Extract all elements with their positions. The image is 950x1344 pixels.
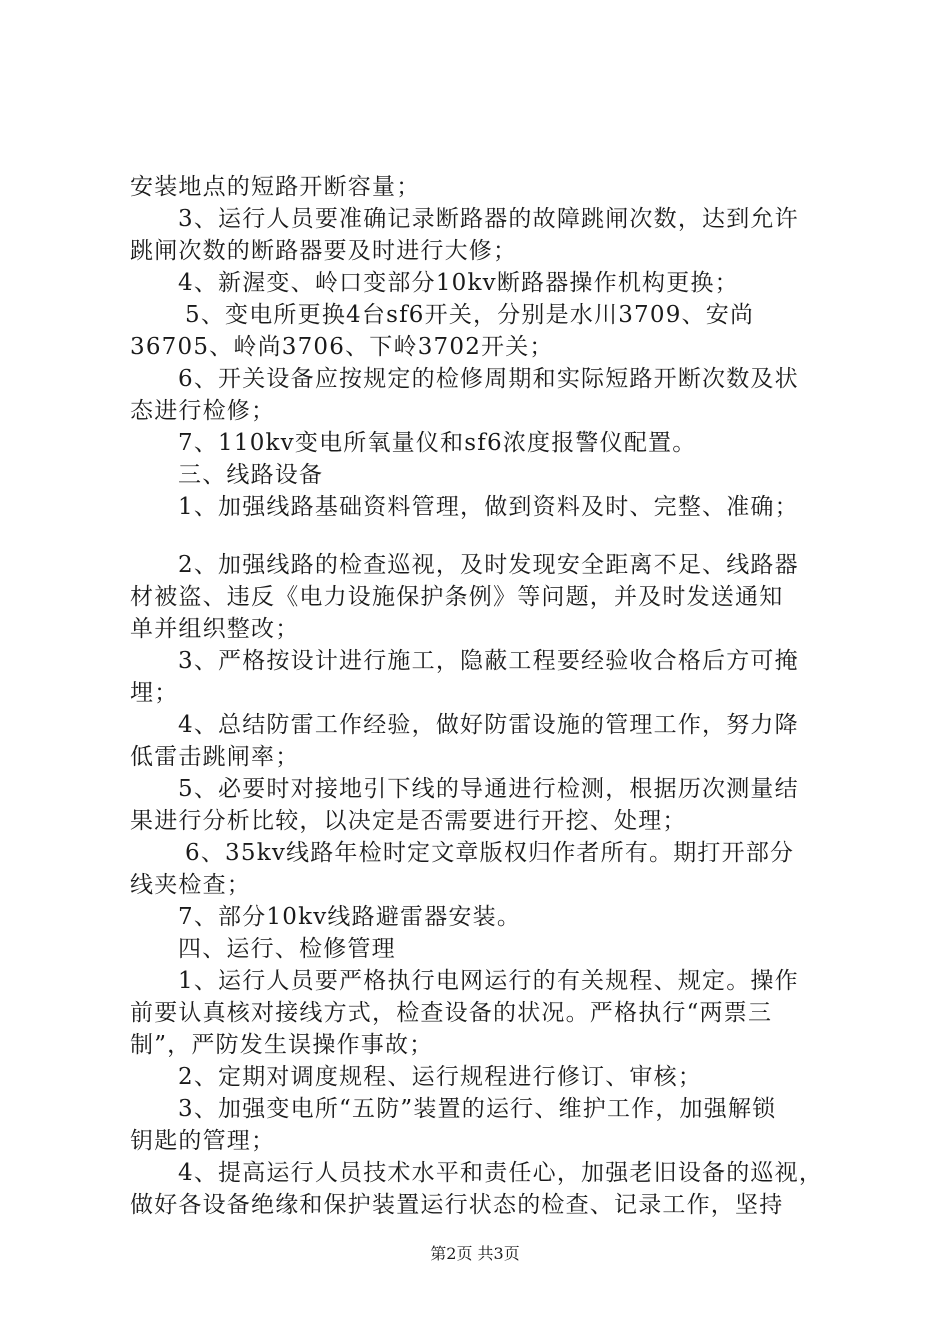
text-line: 5、变电所更换4台sf6开关，分别是水川3709、安尚: [185, 302, 755, 328]
text-line: 4、新渥变、岭口变部分10kv断路器操作机构更换；: [178, 270, 739, 296]
text-line: 7、110kv变电所氧量仪和sf6浓度报警仪配置。: [178, 430, 697, 456]
text-line: 6、开关设备应按规定的检修周期和实际短路开断次数及状: [178, 366, 799, 392]
text-line: 埋；: [130, 680, 179, 706]
text-line: 5、必要时对接地引下线的导通进行检测，根据历次测量结: [178, 776, 799, 802]
text-line: 1、加强线路基础资料管理，做到资料及时、完整、准确；: [178, 494, 799, 520]
text-line: 36705、岭尚3706、下岭3702开关；: [130, 334, 554, 360]
text-line: 6、35kv线路年检时定文章版权归作者所有。期打开部分: [185, 840, 795, 866]
text-line: 2、定期对调度规程、运行规程进行修订、审核；: [178, 1064, 703, 1090]
text-line: 跳闸次数的断路器要及时进行大修；: [130, 238, 518, 264]
text-line: 4、提高运行人员技术水平和责任心，加强老旧设备的巡视，: [178, 1160, 824, 1186]
section-heading: 三、线路设备: [178, 462, 324, 488]
page-footer: 第2页 共3页: [430, 1244, 520, 1263]
text-line: 线夹检查；: [130, 872, 251, 898]
section-heading: 四、运行、检修管理: [178, 936, 396, 962]
text-line: 4、总结防雷工作经验，做好防雷设施的管理工作，努力降: [178, 712, 799, 738]
text-line: 钥匙的管理；: [130, 1128, 276, 1154]
text-line: 1、运行人员要严格执行电网运行的有关规程、规定。操作: [178, 968, 799, 994]
text-line: 3、加强变电所“五防”装置的运行、维护工作，加强解锁: [178, 1096, 777, 1122]
text-line: 安装地点的短路开断容量；: [130, 174, 421, 200]
text-line: 做好各设备绝缘和保护装置运行状态的检查、记录工作，坚持: [130, 1192, 784, 1218]
text-line: 3、运行人员要准确记录断路器的故障跳闸次数，达到允许: [178, 206, 799, 232]
text-line: 3、严格按设计进行施工，隐蔽工程要经验收合格后方可掩: [178, 648, 799, 674]
text-line: 前要认真核对接线方式，检查设备的状况。严格执行“两票三: [130, 1000, 773, 1026]
text-line: 果进行分析比较，以决定是否需要进行开挖、处理；: [130, 808, 687, 834]
text-line: 态进行检修；: [130, 398, 276, 424]
text-line: 低雷击跳闸率；: [130, 744, 300, 770]
text-line: 材被盗、违反《电力设施保护条例》等问题，并及时发送通知: [130, 584, 784, 610]
text-line: 2、加强线路的检查巡视，及时发现安全距离不足、线路器: [178, 552, 799, 578]
text-line: 单并组织整改；: [130, 616, 300, 642]
text-line: 制”，严防发生误操作事故；: [130, 1032, 434, 1058]
text-line: 7、部分10kv线路避雷器安装。: [178, 904, 522, 930]
